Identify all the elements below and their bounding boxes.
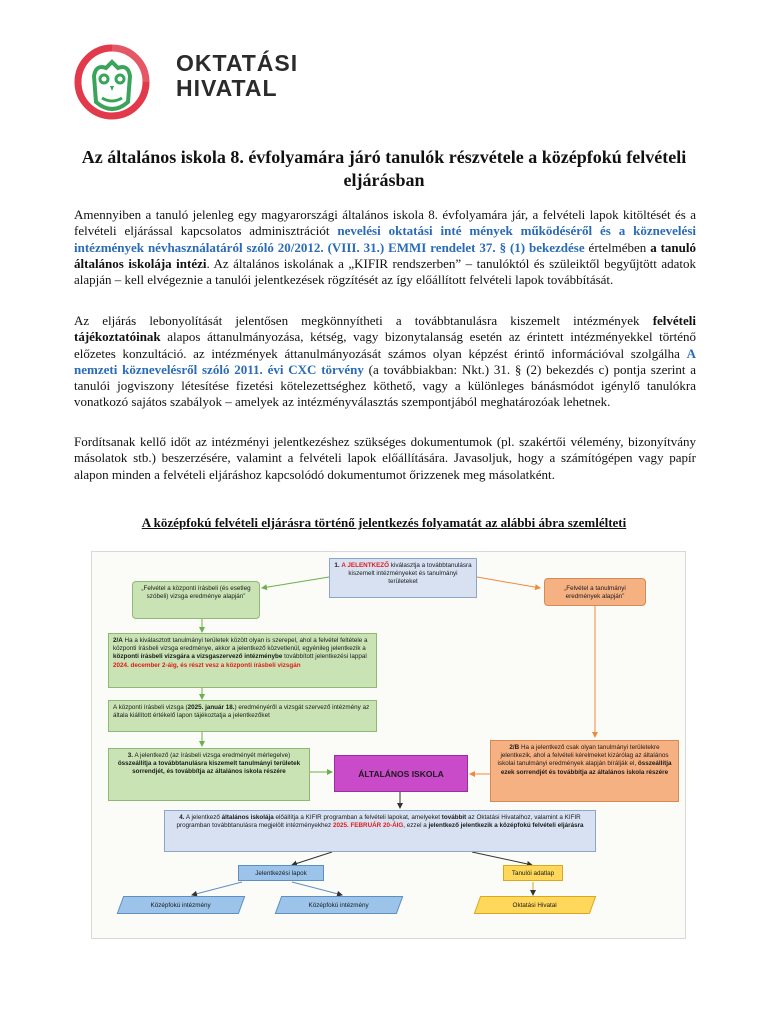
owl-logo-icon bbox=[72, 42, 152, 122]
step-2a-bold: központi írásbeli vizsgára a vizsgaszervező intézménybe bbox=[113, 653, 283, 661]
step-1-red: A JELENTKEZŐ bbox=[341, 562, 390, 569]
arrow-4-jelentkezesi bbox=[292, 852, 332, 865]
secondary-institution-2-label: Középfokú intézmény bbox=[308, 902, 369, 909]
step-2b-text: Ha a jelentkező csak olyan tanulmányi területekre jelentkezik, ahol a felvételi kérelmeket kizárólag az általános iskolai tanulmányi eredmények alapján bírálják el, bbox=[497, 744, 669, 768]
oktatasi-hivatal-logo bbox=[72, 42, 299, 122]
step-4-text-4: , ezzel a bbox=[403, 822, 429, 830]
step-2a-number: 2/A bbox=[113, 637, 123, 644]
p2-text-3: (a továbbiakban: Nkt.) 31. § (2) bekezdés c) pontja szerint a tanulói jogviszony létesítése fizetési kötelezettséghez köthető, vagy a különleges bánásmódot igénylő tanulókra vonatkozó sajátos szabályok – amelyek az intézményválasztás szempontjából meghatározóak lehetnek. bbox=[74, 361, 696, 410]
step-4-text-3: az Oktatási Hivatalhoz, valamint a KIFIR programban továbbtanulásra megjelölt intézményekhez bbox=[176, 814, 581, 830]
central-exam-admission-box: „Felvétel a központi írásbeli (és esetleg szóbeli) vizsga eredménye alapján” bbox=[132, 581, 260, 619]
step-4-bold-2: továbbít bbox=[441, 814, 467, 821]
exam-text-1: A központi írásbeli vizsga ( bbox=[113, 704, 188, 711]
education-office-label: Oktatási Hivatal bbox=[512, 902, 557, 909]
grades-admission-box: „Felvétel a tanulmányi eredmények alapján” bbox=[544, 578, 646, 606]
step-3-bold: összeállítja a továbbtanulásra kiszemelt tanulmányi területek sorrendjét, és továbbítja az általános iskola részére bbox=[117, 760, 301, 776]
arrow-to-kozep2 bbox=[292, 882, 342, 895]
p2-law-link[interactable]: A nemzeti köznevelésről szóló 2011. évi CXC törvény bbox=[74, 345, 696, 377]
step-4-text-2: előállítja a KIFIR programban a felvételi lapokat, amelyeket bbox=[273, 814, 442, 821]
arrow-step1-green bbox=[262, 577, 329, 588]
education-office-box bbox=[474, 896, 597, 914]
diagram-caption: A középfokú felvételi eljárásra történő jelentkezés folyamatát az alábbi ábra szemlélteti bbox=[141, 515, 627, 530]
logo-text bbox=[176, 51, 298, 101]
p1-text-1: Amennyiben a tanuló jelenleg egy magyarországi általános iskola 8. évfolyamára jár, a felvételi lapok kitöltését és a felvételi eljárással kapcsolatos adminisztrációt bbox=[74, 207, 696, 239]
step-4-deadline: 2025. FEBRUÁR 20-ÁIG bbox=[332, 822, 404, 830]
p1-text-3: . Az általános iskolának a „KIFIR rendszerben” – tanulóktól és szüleiktől begyűjtött adatok alapján – kell elvégeznie a tanulói jelentkezések rögzítését az így előállított felvételi lapok továbbítását. bbox=[74, 255, 696, 288]
paragraph-2 bbox=[74, 313, 696, 411]
step-4-box bbox=[164, 810, 596, 852]
step-3-box bbox=[108, 748, 310, 801]
p2-text-2: alapos áttanulmányozása, kétség, vagy bizonytalanság esetén az érintett intézményekkel történő előzetes konzultáció. az intézmények áttanulmányozását számos olyan képzést érintő információval szolgálha bbox=[74, 329, 696, 361]
page-title: Az általános iskola 8. évfolyamára járó tanulók részvétele a középfokú felvételi eljárásban bbox=[81, 147, 687, 190]
arrow-to-kozep1 bbox=[192, 882, 242, 895]
exam-date: 2025. január 18. bbox=[187, 704, 235, 711]
step-4-text-1: A jelentkező bbox=[184, 814, 222, 821]
logo-line-1: OKTATÁSI bbox=[176, 50, 299, 76]
step-2a-text-1: Ha a kiválasztott tanulmányi területek között olyan is szerepel, ahol a felvétel feltétele a központi írásbeli vizsga eredménye, akkor a jelentkező közvetlenül, egyénileg jelentkezik a bbox=[113, 637, 368, 653]
arrow-4-tanuloi bbox=[472, 852, 532, 865]
secondary-institution-2 bbox=[275, 896, 404, 914]
step-2b-bold: összeállítja ezek sorrendjét és továbbítja az általános iskola részére bbox=[500, 760, 672, 776]
flow-diagram bbox=[91, 551, 686, 939]
step-3-text: A jelentkező (az írásbeli vizsga eredményét mérlegelve) bbox=[133, 752, 291, 759]
logo-line-2: HIVATAL bbox=[176, 75, 278, 101]
exam-info-box bbox=[108, 700, 377, 732]
step-2a-box bbox=[108, 633, 377, 688]
arrow-step1-orange bbox=[477, 577, 540, 588]
step-1-box bbox=[329, 558, 477, 598]
step-2a-red: 2024. december 2-áig, és részt vesz a központi írásbeli vizsgán bbox=[113, 661, 301, 669]
p2-bold: felvételi tájékoztatóinak bbox=[74, 313, 696, 345]
step-2b-box bbox=[490, 740, 679, 802]
paragraph-1 bbox=[74, 207, 696, 288]
step-3-number: 3. bbox=[127, 752, 134, 759]
p1-legal-link[interactable]: nevelési oktatási inté mények működéséről és a köznevelési intézmények névhasználatáról szóló 20/2012. (VIII. 31.) EMMI rendelet 37. § (1) bekezdése bbox=[74, 223, 696, 255]
step-1-text: kiválasztja a továbbtanulásra kiszemelt intézményeket és tanulmányi területeket bbox=[348, 562, 472, 586]
step-4-bold-3: jelentkező jelentkezik a középfokú felvételi eljárásra bbox=[428, 822, 584, 830]
application-forms-box: Jelentkezési lapok bbox=[238, 865, 324, 881]
exam-text-2: ) eredményéről a vizsgát szervező intézmény az általa kiállított értékelő lapon tájékoztatja a jelentkezőket bbox=[113, 704, 370, 720]
step-4-number: 4. bbox=[179, 814, 185, 821]
step-2b-number: 2/B bbox=[509, 744, 520, 751]
p2-text-1: Az eljárás lebonyolítását jelentősen megkönnyítheti a továbbtanulásra kiszemelt intézmények bbox=[74, 313, 653, 328]
secondary-institution-1-label: Középfokú intézmény bbox=[150, 902, 211, 909]
step-2a-text-2: továbbított jelentkezési lappal bbox=[282, 653, 367, 661]
p1-text-2: értelmében bbox=[584, 239, 651, 255]
paragraph-3: Fordítsanak kellő időt az intézményi jelentkezéshez szükséges dokumentumok (pl. szakértői vélemény, bizonyítvány másolatok stb.) beszerzésére, valamint a felvételi lapok előállítására. Javasoljuk, hogy a számítógépen vagy papír alapon minden a felvételi eljáráshoz kapcsolódó dokumentumot őrizzenek meg másolatként. bbox=[74, 434, 696, 482]
p1-bold: a tanuló általános iskolája intézi bbox=[74, 239, 697, 271]
student-datasheet-box: Tanulói adatlap bbox=[503, 865, 563, 881]
step-1-number: 1. bbox=[334, 562, 340, 569]
step-4-bold-1: általános iskolája bbox=[221, 814, 274, 821]
secondary-institution-1 bbox=[117, 896, 246, 914]
general-school-box: ÁLTALÁNOS ISKOLA bbox=[334, 755, 468, 792]
